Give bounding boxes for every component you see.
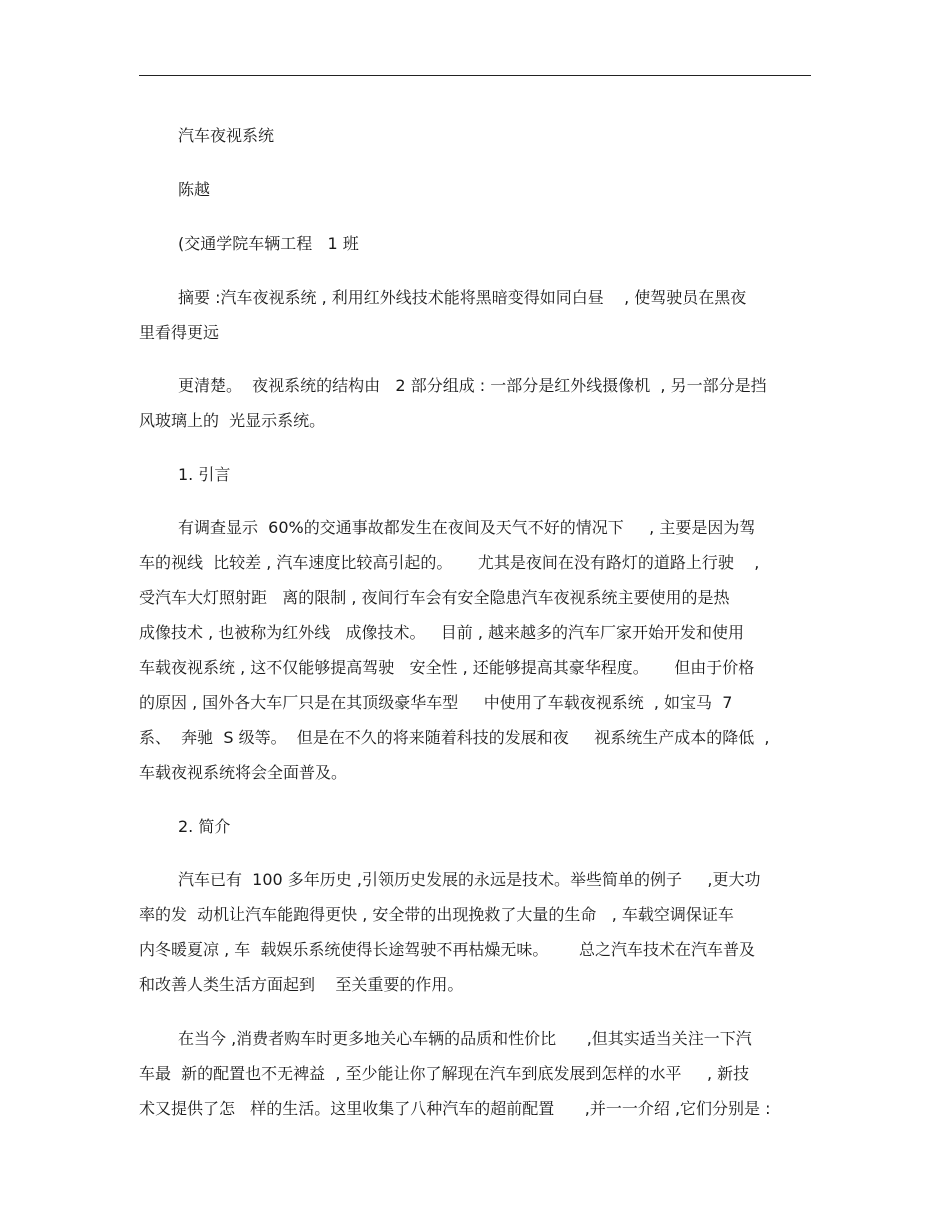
paragraph-line: 的原因 , 国外各大车厂只是在其顶级豪华车型 中使用了车载夜视系统 , 如宝马 7 [139,693,733,712]
paragraph-line: 有调查显示 60%的交通事故都发生在夜间及天气不好的情况下 , 主要是因为驾 [178,518,756,537]
paragraph-line: 车载夜视系统将会全面普及。 [139,763,348,782]
paragraph-line: 成像技术 , 也被称为红外线 成像技术。 目前 , 越来越多的汽车厂家开始开发和使用 [139,623,745,642]
paragraph-line: 术又提供了怎 样的生活。这里收集了八种汽车的超前配置 ,并一一介绍 ,它们分别是 : [139,1099,771,1118]
paragraph-line: 和改善人类生活方面起到 至关重要的作用。 [139,975,464,994]
doc-author: 陈越 [178,180,211,199]
doc-affiliation: (交通学院车辆工程 1 班 [178,234,359,253]
section-heading: 1. 引言 [178,465,231,484]
paragraph-line: 在当今 ,消费者购车时更多地关心车辆的品质和性价比 ,但其实适当关注一下汽 [178,1029,752,1048]
section-heading: 2. 简介 [178,817,231,836]
paragraph-line: 率的发 动机让汽车能跑得更快 , 安全带的出现挽救了大量的生命 , 车载空调保证车 [139,905,734,924]
paragraph-line: 内冬暖夏凉 , 车 载娱乐系统使得长途驾驶不再枯燥无味。 总之汽车技术在汽车普及 [139,940,755,959]
paragraph-line: 更清楚。 夜视系统的结构由 2 部分组成 : 一部分是红外线摄像机 , 另一部分是挡 [178,376,767,395]
paragraph-line: 车最 新的配置也不无裨益 , 至少能让你了解现在汽车到底发展到怎样的水平 , 新技 [139,1064,750,1083]
paragraph-line: 风玻璃上的 光显示系统。 [139,411,326,430]
paragraph-line: 系、 奔驰 S 级等。 但是在不久的将来随着科技的发展和夜 视系统生产成本的降低 , [139,728,770,747]
header-rule [139,75,811,76]
abstract-line: 摘要 :汽车夜视系统 , 利用红外线技术能将黑暗变得如同白昼 , 使驾驶员在黑夜 [178,288,747,307]
paragraph-line: 汽车已有 100 多年历史 ,引领历史发展的永远是技术。举些简单的例子 ,更大功 [178,870,761,889]
paragraph-line: 车的视线 比较差 , 汽车速度比较高引起的。 尤其是夜间在没有路灯的道路上行驶 , [139,553,760,572]
abstract-line: 里看得更远 [139,323,220,342]
paragraph-line: 车载夜视系统 , 这不仅能够提高驾驶 安全性 , 还能够提高其豪华程度。 但由于价格 [139,658,755,677]
doc-title: 汽车夜视系统 [178,126,275,145]
paragraph-line: 受汽车大灯照射距 离的限制 , 夜间行车会有安全隐患汽车夜视系统主要使用的是热 [139,588,730,607]
